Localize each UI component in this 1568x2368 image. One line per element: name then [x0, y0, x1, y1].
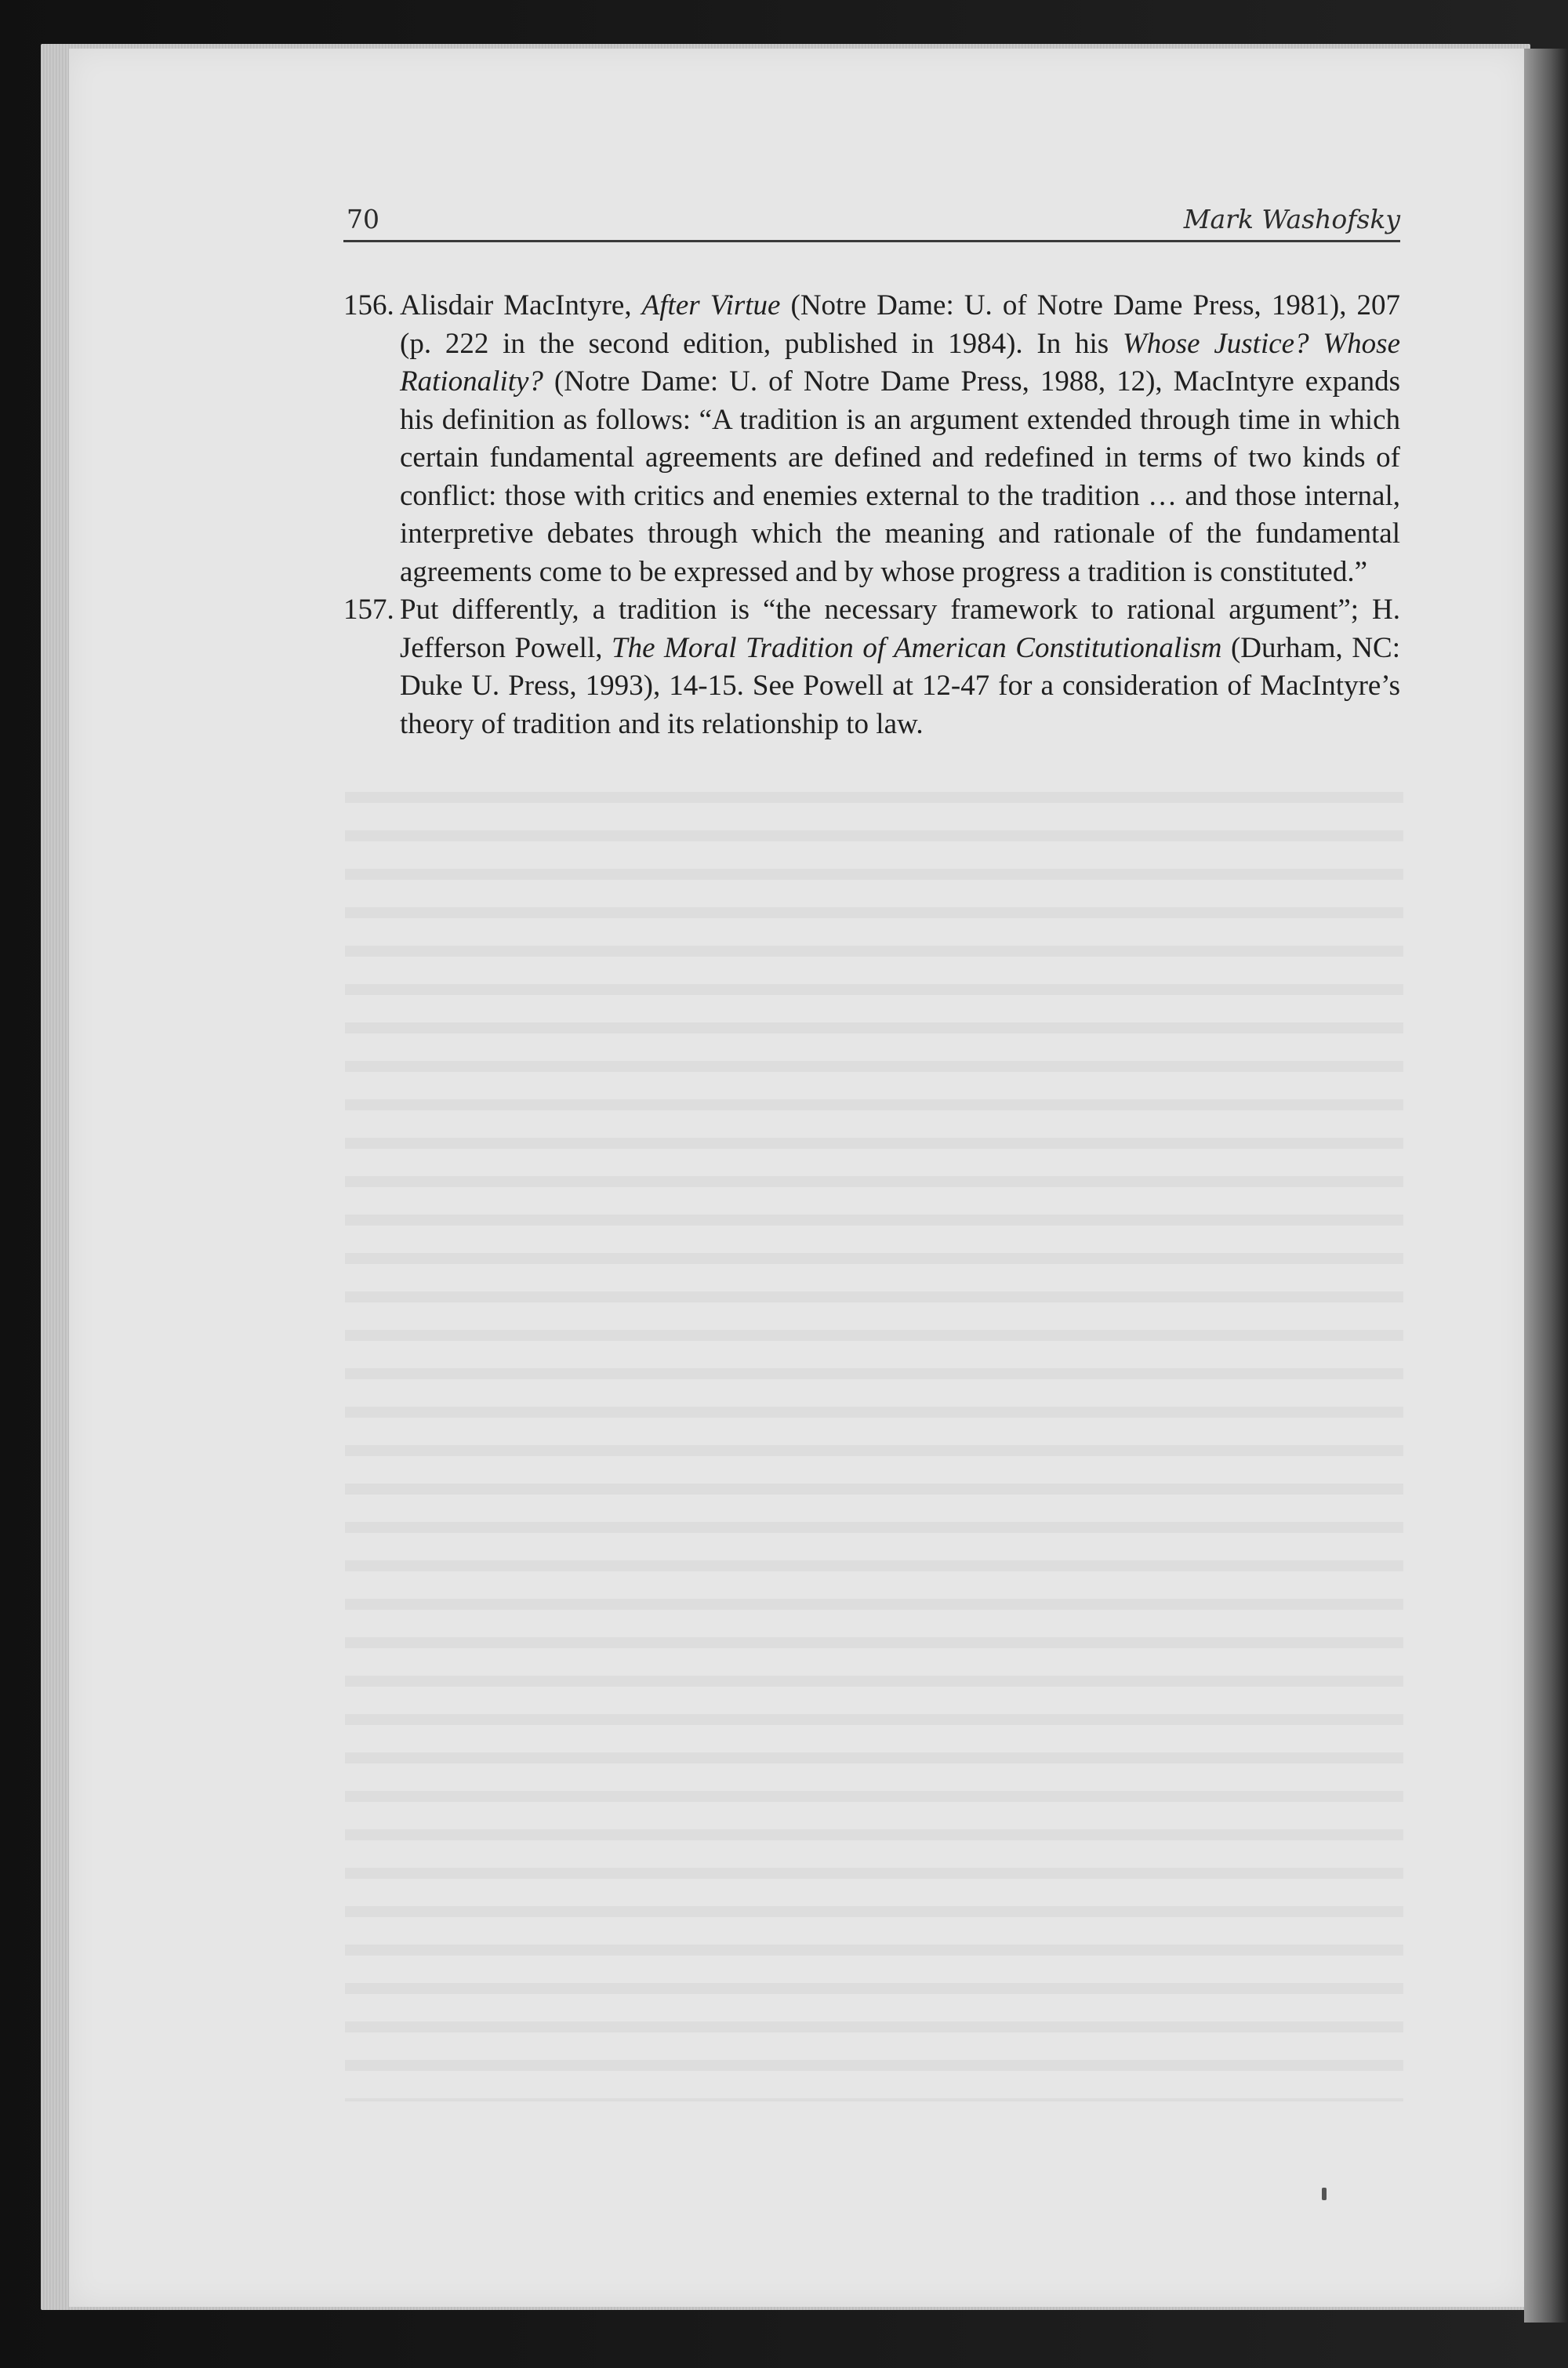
endnote-number: 157. [343, 594, 394, 626]
page-spine-shadow [1524, 49, 1568, 2323]
running-head-author: Mark Washofsky [1183, 204, 1400, 234]
book-title-moral-tradition: The Moral Tradition of American Constitutionalism [612, 631, 1222, 664]
endnote-text [400, 594, 1400, 740]
endnotes-list [343, 287, 1400, 743]
page-number: 70 [347, 204, 379, 234]
endnote-number: 156. [343, 289, 394, 321]
book-title-whose-justice: Whose Justice? Whose Rationality? [400, 327, 1400, 398]
header-rule [343, 240, 1400, 242]
note-text-segment: (Notre Dame: U. of Notre Dame Press, 1988, 12), MacIntyre expands his definition as follows: “A tradition is an argument extended through time in which certain fundamental agreements are defined and redefined in terms of two kinds of conflict: those with critics and enemies external to the tradition … and those internal, interpretive debates through which the meaning and rationale of the fundamental agreements come to be expressed and by whose progress a tradition is constituted.” [400, 365, 1400, 588]
note-text-segment: (Durham, NC: Duke U. Press, 1993), 14-15. See Powell at 12-47 for a consideration of MacIntyre’s theory of tradition and its relationship to law. [400, 631, 1400, 740]
page-header [343, 199, 1400, 245]
ink-smudge [1322, 2188, 1327, 2200]
book-title-after-virtue: After Virtue [641, 289, 781, 321]
endnote-text [400, 289, 1400, 588]
note-text-segment: Put differently, a tradition is “the necessary framework to rational argument”; H. Jefferson Powell, [400, 594, 1400, 664]
show-through-text-bleed [345, 768, 1403, 2101]
endnote-157 [343, 591, 1400, 743]
note-text-segment: Alisdair MacIntyre, [400, 289, 642, 321]
note-text-segment: (Notre Dame: U. of Notre Dame Press, 1981), 207 (p. 222 in the second edition, published in 1984). In his [400, 289, 1401, 360]
endnote-156 [343, 287, 1400, 591]
